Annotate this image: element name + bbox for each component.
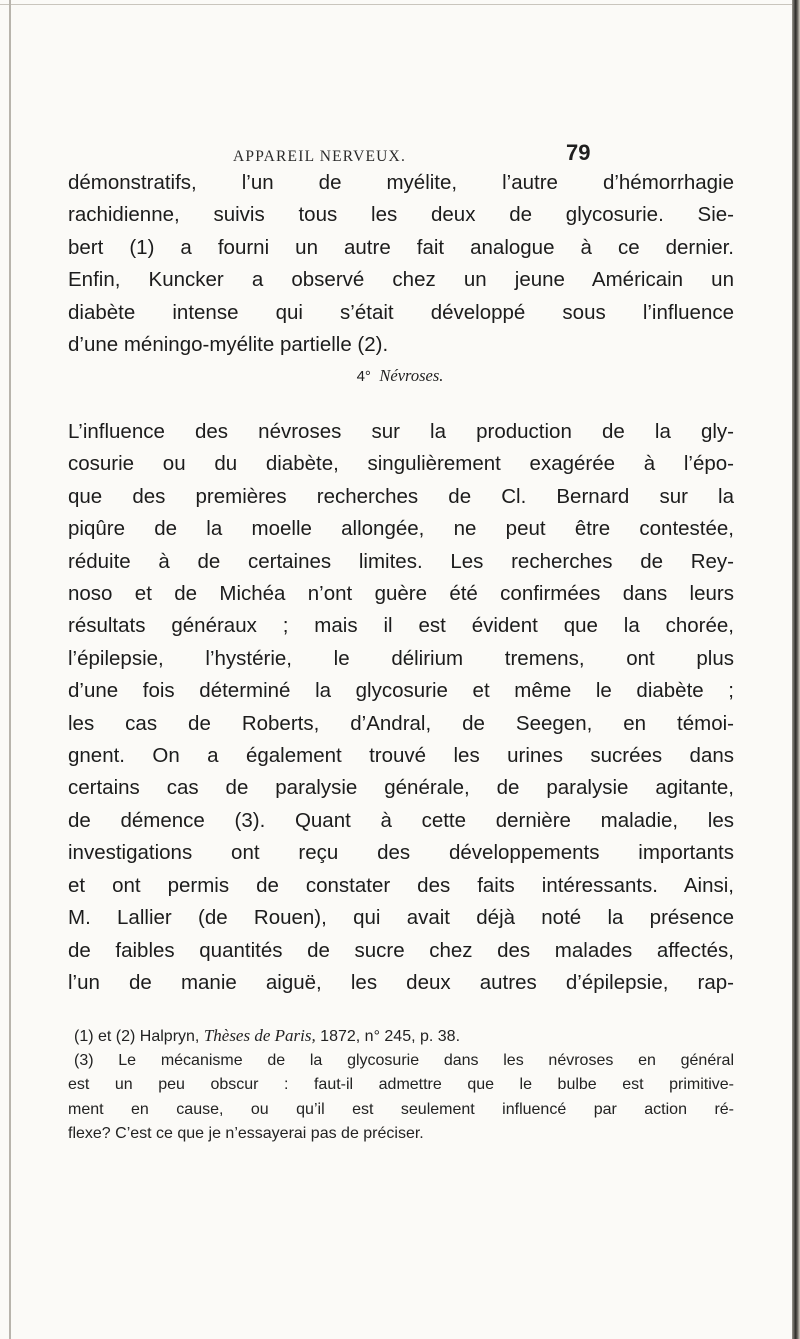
text-line: piqûre de la moelle allongée, ne peut être contestée, bbox=[68, 517, 734, 541]
book-spine-edge bbox=[792, 0, 800, 1339]
text-line: bert (1) a fourni un autre fait analogue à ce dernier. bbox=[68, 235, 734, 259]
text-line: démonstratifs, l’un de myélite, l’autre d’hémorrhagie bbox=[68, 171, 734, 194]
paragraph-1 bbox=[68, 167, 734, 361]
footnote-1-2 bbox=[68, 1024, 734, 1049]
text-line: et ont permis de constater des faits intéressants. Ainsi, bbox=[68, 873, 734, 897]
text-line: gnent. On a également trouvé les urines sucrées dans bbox=[68, 744, 734, 768]
text-line: résultats généraux ; mais il est évident que la chorée, bbox=[68, 614, 734, 638]
footnote-3-line: (3) Le mécanisme de la glycosurie dans les névroses en général bbox=[74, 1052, 734, 1070]
section-heading bbox=[0, 366, 800, 386]
text-line: investigations ont reçu des développements importants bbox=[68, 841, 734, 865]
footnotes bbox=[68, 1024, 734, 1146]
text-line: d’une méningo-myélite partielle (2). bbox=[68, 333, 389, 357]
footnote-3-line: ment en cause, ou qu’il est seulement influencé par action ré- bbox=[68, 1100, 734, 1118]
scan-left-edge bbox=[9, 0, 11, 1339]
text-line: diabète intense qui s’était développé sous l’influence bbox=[68, 300, 734, 324]
text-line: l’un de manie aiguë, les deux autres d’épilepsie, rap- bbox=[68, 970, 734, 994]
footnote-1-source: Thèses de Paris, bbox=[203, 1026, 316, 1045]
text-line: que des premières recherches de Cl. Bernard sur la bbox=[68, 484, 734, 508]
text-line: certains cas de paralysie générale, de paralysie agitante, bbox=[68, 776, 734, 800]
text-line: Enfin, Kuncker a observé chez un jeune Américain un bbox=[68, 268, 734, 292]
text-line: de faibles quantités de sucre chez des malades affectés, bbox=[68, 938, 734, 962]
footnote-1-suffix: 1872, n° 245, p. 38. bbox=[315, 1028, 461, 1045]
text-line: L’influence des névroses sur la production de la gly- bbox=[68, 420, 734, 443]
text-line: réduite à de certaines limites. Les recherches de Rey- bbox=[68, 549, 734, 573]
text-line: de démence (3). Quant à cette dernière maladie, les bbox=[68, 808, 734, 832]
running-head: APPAREIL NERVEUX. bbox=[233, 148, 407, 165]
footnote-3-line: est un peu obscur : faut-il admettre que le bulbe est primitive- bbox=[68, 1076, 734, 1094]
paragraph-2 bbox=[68, 416, 734, 999]
text-line: rachidienne, suivis tous les deux de glycosurie. Sie- bbox=[68, 203, 734, 227]
text-line: d’une fois déterminé la glycosurie et même le diabète ; bbox=[68, 679, 734, 703]
footnote-3-line: flexe? C’est ce que je n’essayerai pas de préciser. bbox=[68, 1124, 424, 1142]
text-line: cosurie ou du diabète, singulièrement exagérée à l’épo- bbox=[68, 452, 734, 476]
scan-top-edge bbox=[0, 4, 795, 5]
text-line: l’épilepsie, l’hystérie, le délirium tremens, ont plus bbox=[68, 646, 734, 670]
text-line: M. Lallier (de Rouen), qui avait déjà noté la présence bbox=[68, 906, 734, 930]
section-number: 4° bbox=[356, 368, 371, 385]
footnote-1-prefix: (1) et (2) Halpryn, bbox=[74, 1028, 204, 1045]
text-line: noso et de Michéa n’ont guère été confirmées dans leurs bbox=[68, 582, 734, 606]
text-line: les cas de Roberts, d’Andral, de Seegen, en témoi- bbox=[68, 711, 734, 735]
page-number: 79 bbox=[566, 140, 591, 165]
section-title: Névroses. bbox=[379, 366, 444, 385]
